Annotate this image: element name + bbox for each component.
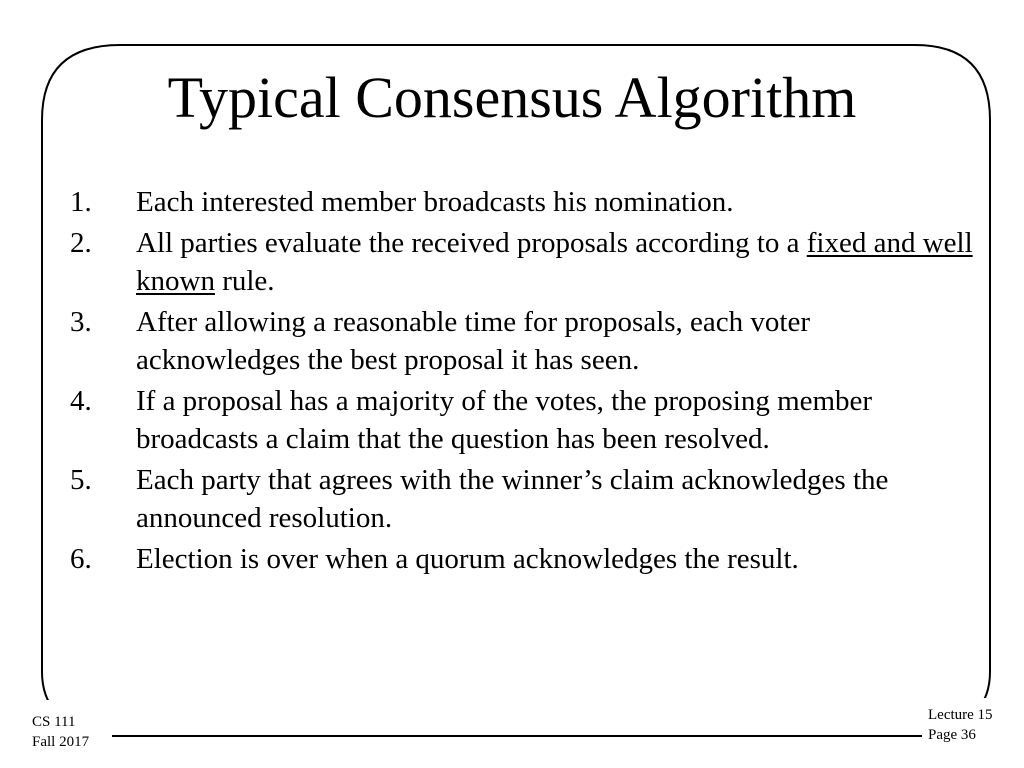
item-number: 6. <box>70 543 92 575</box>
item-text: Each party that agrees with the winner’s claim acknowledges the announced resolution. <box>136 464 889 534</box>
consensus-steps-list <box>70 183 980 581</box>
footer-course-info <box>32 712 89 752</box>
item-number: 3. <box>70 306 92 338</box>
list-item <box>70 224 980 300</box>
footer-page-info <box>928 705 993 745</box>
slide-title: Typical Consensus Algorithm <box>167 65 857 130</box>
footer-course: CS 111 <box>32 714 76 730</box>
list-item <box>70 461 980 537</box>
item-text-end: rule. <box>214 265 275 297</box>
item-number: 5. <box>70 464 92 496</box>
footer-page: Page 36 <box>928 727 976 743</box>
list-item <box>70 183 980 221</box>
footer-term: Fall 2017 <box>32 734 90 750</box>
item-text: All parties evaluate the received proposals according to a <box>136 227 807 259</box>
list-item <box>70 382 980 458</box>
item-text: After allowing a reasonable time for proposals, each voter acknowledges the best proposal it has seen. <box>136 306 810 376</box>
item-number: 4. <box>70 385 92 417</box>
item-text: Election is over when a quorum acknowledges the result. <box>136 543 799 575</box>
item-number: 1. <box>70 186 92 218</box>
list-item <box>70 303 980 379</box>
footer-lecture: Lecture 15 <box>928 707 993 723</box>
item-number: 2. <box>70 227 92 259</box>
item-text-underlined: fixed and well known <box>136 227 973 297</box>
list-item <box>70 540 980 578</box>
item-text: Each interested member broadcasts his nomination. <box>136 186 734 218</box>
item-text: If a proposal has a majority of the votes, the proposing member broadcasts a claim that the question has been resolved. <box>136 385 873 455</box>
